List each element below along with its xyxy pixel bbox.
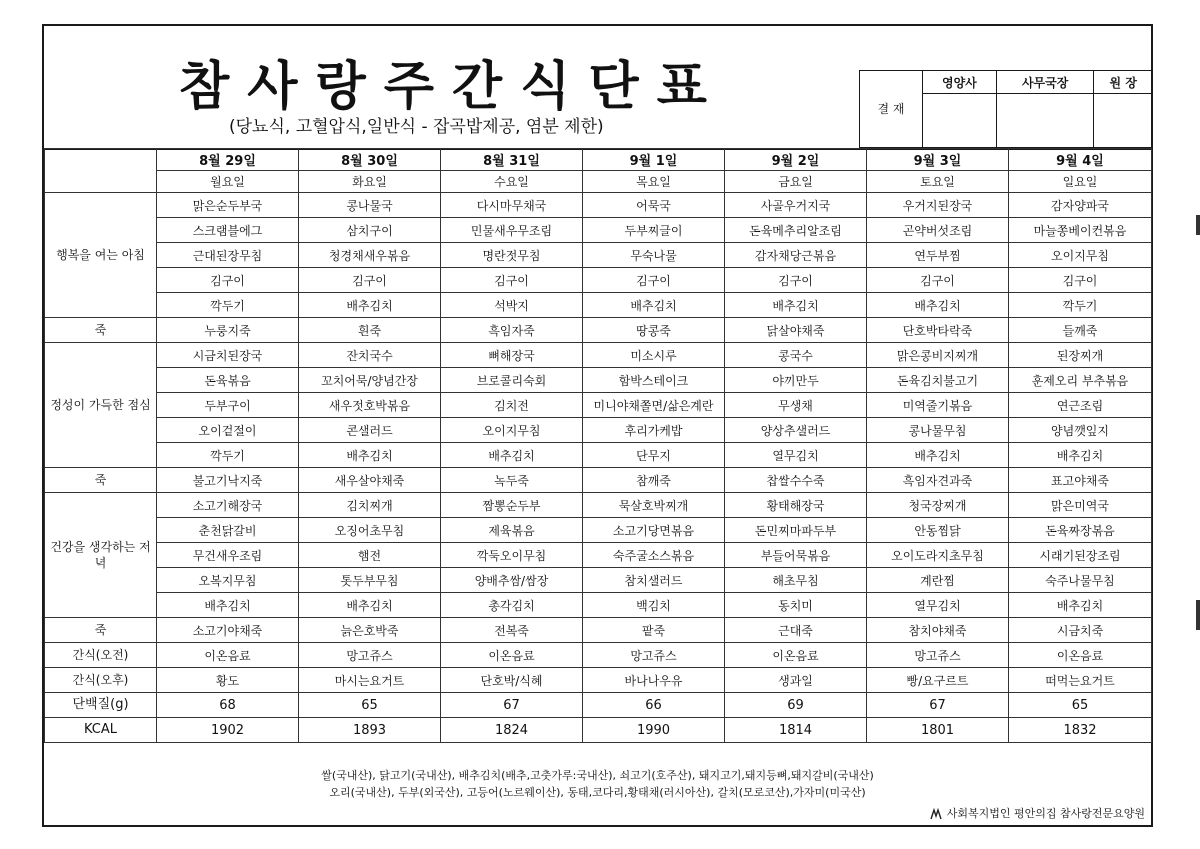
menu-item: 무숙나물: [583, 243, 725, 268]
kcal-row: [45, 718, 1152, 743]
menu-item: 훈제오리 부추볶음: [1009, 368, 1152, 393]
day-weekday: 금요일: [725, 171, 867, 193]
porridge-breakfast-item: 들깨죽: [1009, 318, 1152, 343]
menu-item: 미소시루: [583, 343, 725, 368]
menu-item: 춘천닭갈비: [157, 518, 299, 543]
day-date: 9월 3일: [867, 149, 1009, 171]
menu-item: 양상추샐러드: [725, 418, 867, 443]
date-header-row: [45, 149, 1152, 171]
lunch-row: [45, 443, 1152, 468]
menu-item: 짬뽕순두부: [441, 493, 583, 518]
protein-item: 68: [157, 693, 299, 718]
menu-item: 제육볶음: [441, 518, 583, 543]
menu-item: 톳두부무침: [299, 568, 441, 593]
porridge-breakfast-item: 누룽지죽: [157, 318, 299, 343]
menu-item: 명란젓무침: [441, 243, 583, 268]
menu-item: 사골우거지국: [725, 193, 867, 218]
snack-am-item: 망고쥬스: [867, 643, 1009, 668]
snack-pm-item: 바나나우유: [583, 668, 725, 693]
menu-item: 청경채새우볶음: [299, 243, 441, 268]
menu-item: 무생채: [725, 393, 867, 418]
menu-item: 황태해장국: [725, 493, 867, 518]
organization-name: [929, 805, 1145, 821]
kcal-item: 1990: [583, 718, 725, 743]
day-date: 9월 2일: [725, 149, 867, 171]
organization-logo-icon: [929, 808, 943, 820]
menu-item: 연근조림: [1009, 393, 1152, 418]
protein-item: 67: [441, 693, 583, 718]
corner-cell: [45, 149, 157, 193]
menu-item: 오복지무침: [157, 568, 299, 593]
menu-item: 배추김치: [1009, 593, 1152, 618]
snack-pm-item: 단호박/식혜: [441, 668, 583, 693]
porridge-lunch-item: 녹두죽: [441, 468, 583, 493]
menu-item: 김구이: [1009, 268, 1152, 293]
snack-am-item: 이온음료: [441, 643, 583, 668]
snack-pm-row: [45, 668, 1152, 693]
menu-item: 깍두기: [157, 443, 299, 468]
menu-item: 배추김치: [1009, 443, 1152, 468]
approval-sign-director: [1094, 94, 1153, 148]
menu-item: 부들어묵볶음: [725, 543, 867, 568]
menu-item: 숙주굴소스볶음: [583, 543, 725, 568]
menu-item: 우거지된장국: [867, 193, 1009, 218]
menu-item: 브로콜리숙회: [441, 368, 583, 393]
snack-pm-item: 마시는요거트: [299, 668, 441, 693]
approval-box: [859, 70, 1153, 148]
menu-item: 맑은미역국: [1009, 493, 1152, 518]
snack-pm-item: 떠먹는요거트: [1009, 668, 1152, 693]
menu-item: 묵살호박찌개: [583, 493, 725, 518]
menu-item: 김치찌개: [299, 493, 441, 518]
approval-role-director: 원 장: [1094, 71, 1153, 94]
porridge-dinner-item: 시금치죽: [1009, 618, 1152, 643]
menu-sheet: [42, 24, 1153, 827]
menu-item: 돈육김치불고기: [867, 368, 1009, 393]
menu-item: 깍두기: [1009, 293, 1152, 318]
porridge-breakfast-label: 죽: [45, 318, 157, 343]
menu-item: 스크램블에그: [157, 218, 299, 243]
protein-row: [45, 693, 1152, 718]
snack-pm-label: 간식(오후): [45, 668, 157, 693]
kcal-item: 1832: [1009, 718, 1152, 743]
approval-sign-office-manager: [996, 94, 1094, 148]
dinner-row: [45, 493, 1152, 518]
origin-line-1: 쌀(국내산), 닭고기(국내산), 배추김치(배추,고춧가루:국내산), 쇠고기(호주산), 돼지고기,돼지등뼈,돼지갈비(국내산): [321, 769, 874, 782]
snack-pm-item: 생과일: [725, 668, 867, 693]
page-title: 참사랑주간식단표: [179, 57, 725, 117]
protein-item: 66: [583, 693, 725, 718]
kcal-item: 1814: [725, 718, 867, 743]
porridge-lunch-item: 표고야채죽: [1009, 468, 1152, 493]
dinner-row: [45, 543, 1152, 568]
dinner-label: 건강을 생각하는 저녁: [45, 493, 157, 618]
snack-am-row: [45, 643, 1152, 668]
menu-item: 청국장찌개: [867, 493, 1009, 518]
menu-item: 콘샐러드: [299, 418, 441, 443]
kcal-item: 1902: [157, 718, 299, 743]
approval-sign-nutritionist: [923, 94, 997, 148]
porridge-dinner-row: [45, 618, 1152, 643]
menu-item: 두부구이: [157, 393, 299, 418]
menu-item: 야끼만두: [725, 368, 867, 393]
snack-am-item: 이온음료: [1009, 643, 1152, 668]
porridge-dinner-label: 죽: [45, 618, 157, 643]
protein-item: 69: [725, 693, 867, 718]
lunch-row: [45, 393, 1152, 418]
breakfast-label: 행복을 여는 아침: [45, 193, 157, 318]
scan-edge-mark: [1196, 215, 1200, 235]
menu-item: 시래기된장조림: [1009, 543, 1152, 568]
menu-item: 해초무침: [725, 568, 867, 593]
menu-item: 뼈해장국: [441, 343, 583, 368]
menu-item: 오이겉절이: [157, 418, 299, 443]
menu-item: 미역줄기볶음: [867, 393, 1009, 418]
menu-item: 숙주나물무침: [1009, 568, 1152, 593]
menu-item: 햄전: [299, 543, 441, 568]
menu-item: 배추김치: [299, 443, 441, 468]
menu-item: 잔치국수: [299, 343, 441, 368]
porridge-lunch-item: 불고기낙지죽: [157, 468, 299, 493]
snack-am-item: 망고쥬스: [299, 643, 441, 668]
snack-am-item: 이온음료: [725, 643, 867, 668]
sheet-header: [44, 26, 1151, 150]
menu-item: 맑은콩비지찌개: [867, 343, 1009, 368]
menu-item: 꼬치어묵/양념간장: [299, 368, 441, 393]
menu-item: 무건새우조림: [157, 543, 299, 568]
menu-item: 감자채당근볶음: [725, 243, 867, 268]
kcal-item: 1893: [299, 718, 441, 743]
approval-role-nutritionist: 영양사: [923, 71, 997, 94]
menu-item: 오이도라지초무침: [867, 543, 1009, 568]
porridge-dinner-item: 늙은호박죽: [299, 618, 441, 643]
breakfast-row: [45, 218, 1152, 243]
porridge-breakfast-row: [45, 318, 1152, 343]
menu-item: 후리가케밥: [583, 418, 725, 443]
day-weekday: 토요일: [867, 171, 1009, 193]
approval-role-office-manager: 사무국장: [996, 71, 1094, 94]
menu-item: 열무김치: [867, 593, 1009, 618]
menu-item: 민물새우무조림: [441, 218, 583, 243]
porridge-lunch-item: 새우살야채죽: [299, 468, 441, 493]
menu-item: 단무지: [583, 443, 725, 468]
dinner-row: [45, 518, 1152, 543]
menu-item: 깍둑오이무침: [441, 543, 583, 568]
menu-item: 콩나물무침: [867, 418, 1009, 443]
weekday-header-row: [45, 171, 1152, 193]
scan-edge-mark: [1196, 600, 1200, 630]
menu-item: 다시마무채국: [441, 193, 583, 218]
menu-item: 배추김치: [441, 443, 583, 468]
porridge-lunch-item: 찹쌀수수죽: [725, 468, 867, 493]
menu-item: 배추김치: [867, 443, 1009, 468]
menu-item: 맑은순두부국: [157, 193, 299, 218]
porridge-breakfast-item: 닭살야채죽: [725, 318, 867, 343]
menu-item: 함박스테이크: [583, 368, 725, 393]
porridge-breakfast-item: 땅콩죽: [583, 318, 725, 343]
dinner-row: [45, 593, 1152, 618]
menu-item: 오이지무침: [1009, 243, 1152, 268]
protein-item: 67: [867, 693, 1009, 718]
day-weekday: 일요일: [1009, 171, 1152, 193]
protein-label: 단백질(g): [45, 693, 157, 718]
organization-name-text: 사회복지법인 평안의집 참사랑전문요양원: [946, 807, 1145, 820]
menu-item: 깍두기: [157, 293, 299, 318]
day-date: 8월 30일: [299, 149, 441, 171]
menu-item: 김구이: [725, 268, 867, 293]
menu-item: 콩국수: [725, 343, 867, 368]
origin-footer: [44, 753, 1151, 827]
menu-item: 곤약버섯조림: [867, 218, 1009, 243]
porridge-breakfast-item: 단호박타락죽: [867, 318, 1009, 343]
origin-line-2: 오리(국내산), 두부(외국산), 고등어(노르웨이산), 동태,코다리,황태채(러시아산), 갈치(모로코산),가자미(미국산): [329, 786, 866, 799]
menu-item: 김구이: [157, 268, 299, 293]
lunch-row: [45, 343, 1152, 368]
snack-pm-item: 빵/요구르트: [867, 668, 1009, 693]
day-weekday: 목요일: [583, 171, 725, 193]
breakfast-row: [45, 243, 1152, 268]
snack-am-item: 망고쥬스: [583, 643, 725, 668]
porridge-lunch-label: 죽: [45, 468, 157, 493]
kcal-item: 1824: [441, 718, 583, 743]
page-subtitle: (당뇨식, 고혈압식,일반식 - 잡곡밥제공, 염분 제한): [229, 117, 604, 137]
porridge-breakfast-item: 흰죽: [299, 318, 441, 343]
lunch-row: [45, 418, 1152, 443]
approval-label: 결 재: [860, 71, 923, 148]
menu-item: 감자양파국: [1009, 193, 1152, 218]
porridge-lunch-row: [45, 468, 1152, 493]
menu-item: 돈육메추리알조림: [725, 218, 867, 243]
menu-item: 콩나물국: [299, 193, 441, 218]
lunch-row: [45, 368, 1152, 393]
menu-item: 미니야채쫄면/삶은계란: [583, 393, 725, 418]
menu-item: 양념깻잎지: [1009, 418, 1152, 443]
day-weekday: 월요일: [157, 171, 299, 193]
day-date: 9월 4일: [1009, 149, 1152, 171]
menu-item: 마늘쫑베이컨볶음: [1009, 218, 1152, 243]
menu-item: 총각김치: [441, 593, 583, 618]
menu-item: 김구이: [583, 268, 725, 293]
menu-item: 연두부찜: [867, 243, 1009, 268]
menu-item: 석박지: [441, 293, 583, 318]
menu-item: 돈민찌마파두부: [725, 518, 867, 543]
porridge-lunch-item: 흑임자견과죽: [867, 468, 1009, 493]
menu-item: 소고기당면볶음: [583, 518, 725, 543]
menu-item: 돈육볶음: [157, 368, 299, 393]
breakfast-row: [45, 268, 1152, 293]
menu-item: 된장찌개: [1009, 343, 1152, 368]
menu-item: 배추김치: [299, 293, 441, 318]
porridge-dinner-item: 전복죽: [441, 618, 583, 643]
breakfast-row: [45, 193, 1152, 218]
menu-item: 동치미: [725, 593, 867, 618]
porridge-breakfast-item: 흑임자죽: [441, 318, 583, 343]
menu-item: 어묵국: [583, 193, 725, 218]
menu-item: 참치샐러드: [583, 568, 725, 593]
menu-item: 배추김치: [299, 593, 441, 618]
weekly-menu-table: [44, 148, 1152, 743]
menu-item: 김구이: [441, 268, 583, 293]
day-date: 9월 1일: [583, 149, 725, 171]
porridge-dinner-item: 소고기야채죽: [157, 618, 299, 643]
menu-item: 배추김치: [725, 293, 867, 318]
menu-item: 소고기해장국: [157, 493, 299, 518]
menu-item: 김구이: [299, 268, 441, 293]
menu-item: 양배추쌈/쌈장: [441, 568, 583, 593]
menu-item: 배추김치: [583, 293, 725, 318]
day-date: 8월 31일: [441, 149, 583, 171]
day-weekday: 화요일: [299, 171, 441, 193]
menu-item: 근대된장무침: [157, 243, 299, 268]
menu-item: 계란찜: [867, 568, 1009, 593]
day-weekday: 수요일: [441, 171, 583, 193]
menu-item: 배추김치: [867, 293, 1009, 318]
dinner-row: [45, 568, 1152, 593]
protein-item: 65: [299, 693, 441, 718]
porridge-dinner-item: 근대죽: [725, 618, 867, 643]
kcal-item: 1801: [867, 718, 1009, 743]
protein-item: 65: [1009, 693, 1152, 718]
porridge-lunch-item: 참깨죽: [583, 468, 725, 493]
porridge-dinner-item: 참치야채죽: [867, 618, 1009, 643]
day-date: 8월 29일: [157, 149, 299, 171]
menu-item: 열무김치: [725, 443, 867, 468]
kcal-label: KCAL: [45, 718, 157, 743]
menu-item: 김치전: [441, 393, 583, 418]
menu-item: 오징어초무침: [299, 518, 441, 543]
menu-item: 시금치된장국: [157, 343, 299, 368]
menu-item: 김구이: [867, 268, 1009, 293]
snack-pm-item: 황도: [157, 668, 299, 693]
porridge-dinner-item: 팥죽: [583, 618, 725, 643]
lunch-label: 정성이 가득한 점심: [45, 343, 157, 468]
breakfast-row: [45, 293, 1152, 318]
menu-item: 돈육짜장볶음: [1009, 518, 1152, 543]
menu-item: 삼치구이: [299, 218, 441, 243]
menu-item: 백김치: [583, 593, 725, 618]
snack-am-item: 이온음료: [157, 643, 299, 668]
menu-item: 두부찌글이: [583, 218, 725, 243]
snack-am-label: 간식(오전): [45, 643, 157, 668]
menu-item: 안동찜닭: [867, 518, 1009, 543]
menu-item: 오이지무침: [441, 418, 583, 443]
menu-item: 배추김치: [157, 593, 299, 618]
menu-item: 새우젓호박볶음: [299, 393, 441, 418]
